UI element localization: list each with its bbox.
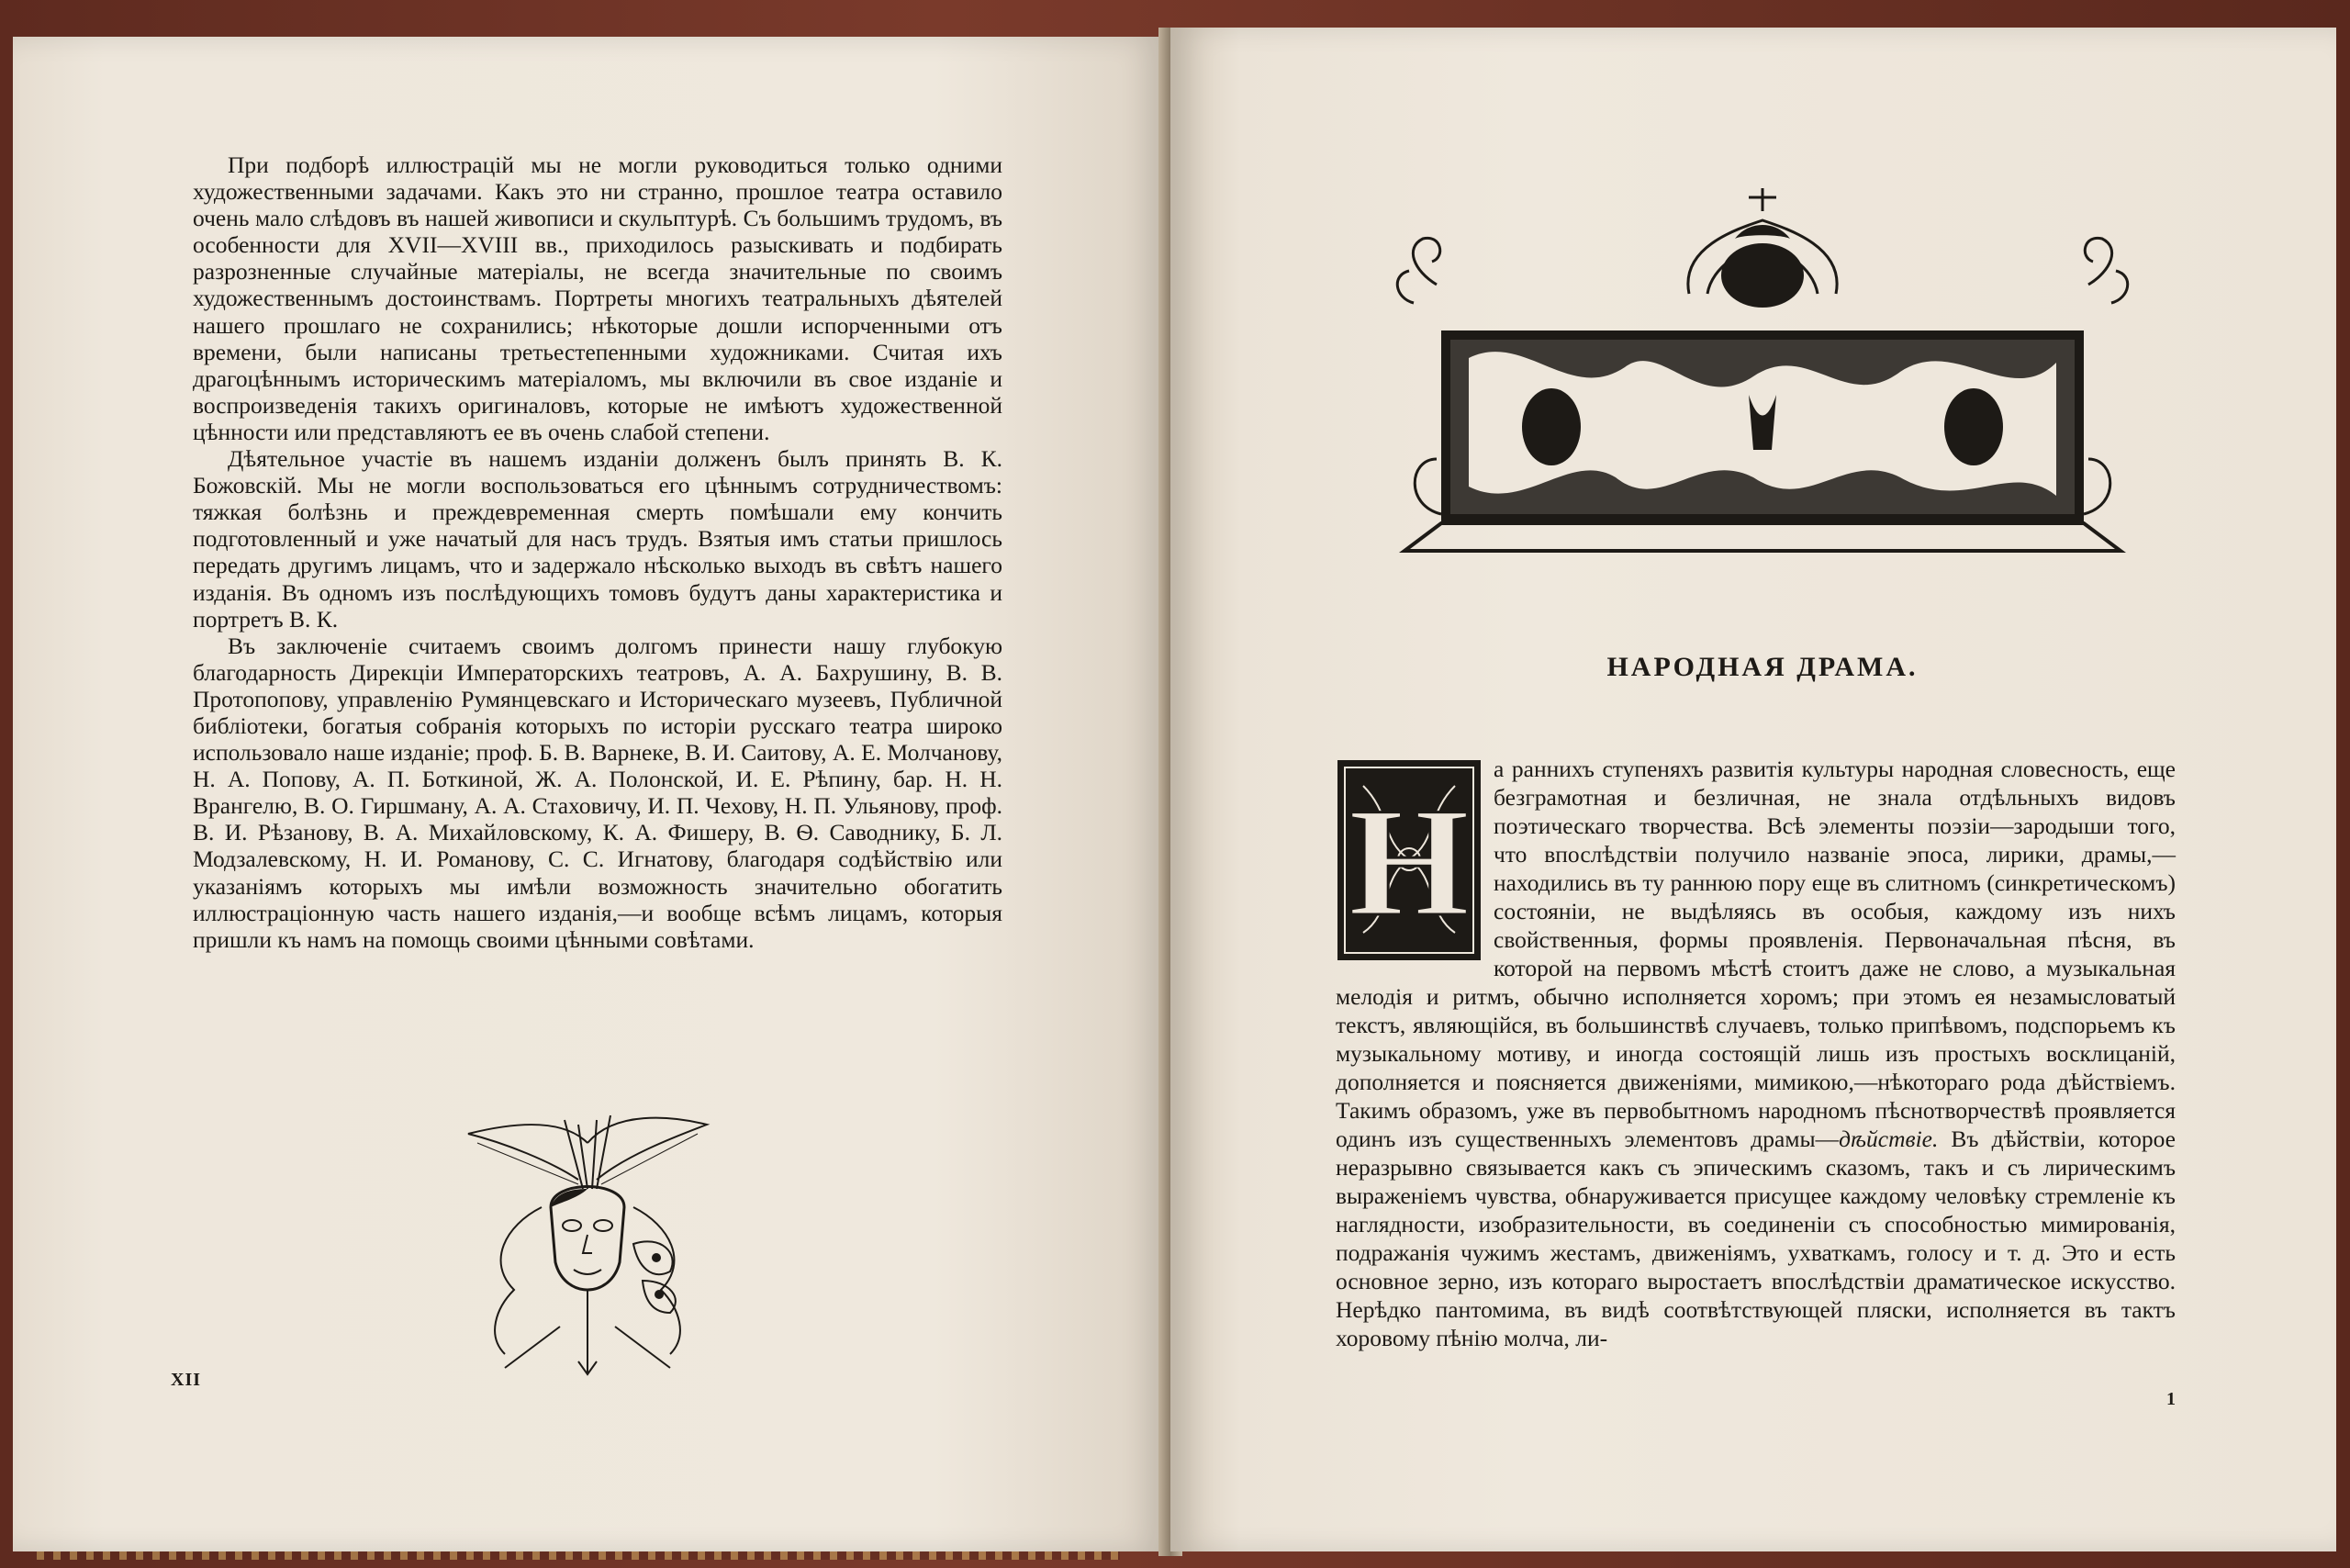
- text-run: Въ дѣйствіи, которое неразрывно связывается какъ съ эпическимъ сказомъ, такъ и съ лирическимъ выраженіемъ чувства, обнаруживается присущее каждому человѣку стремленіе къ наглядности, изобразительности, въ соединеніи съ способностью мимированія, подражанія чужимъ жестамъ, движеніямъ, ухваткамъ, голосу и т. д. Это и есть основное зерно, изъ котораго выростаетъ впослѣдствіи драматическое искусство. Нерѣдко пантомима, въ видѣ соотвѣтствующей пляски, исполняется въ тактъ хоровому пѣнію молча, ли-: [1336, 1126, 2176, 1351]
- paragraph: Въ заключеніе считаемъ своимъ долгомъ принести нашу глубокую благодарность Дирекціи Императорскихъ театровъ, А. А. Бахрушину, В. В. Протопопову, управленію Румянцевскаго и Историческаго музеевъ, Публичной библіотеки, богатыя собранія которыхъ по исторіи русскаго театра широко использовало наше изданіе; проф. Б. В. Варнеке, В. И. Саитову, А. Е. Молчанову, Н. А. Попову, А. П. Боткиной, Ж. А. Полонской, И. Е. Рѣпину, бар. Н. Н. Врангелю, В. О. Гиршману, А. А. Стаховичу, И. П. Чехову, Н. П. Ульянову, проф. В. И. Рѣзанову, В. А. Михайловскому, К. А. Фишеру, В. Ѳ. Саводнику, Б. Л. Модзалевскому, Н. И. Романову, С. С. Игнатову, благодаря содѣйствію или указаніямъ которыхъ мы имѣли возможность значительно обогатить иллюстраціонную часть нашего изданія,—и вообще всѣмъ лицамъ, которыя пришли къ намъ на помощь своими цѣнными совѣтами.: [193, 632, 1002, 953]
- left-page-text: [193, 151, 1002, 953]
- paragraph: При подборѣ иллюстрацій мы не могли руководиться только одними художественными задачами. Какъ это ни странно, прошлое театра оставило очень мало слѣдовъ въ нашей живописи и скульптурѣ. Съ большимъ трудомъ, въ особенности для XVII—XVIII вв., приходилось разыскивать и подбирать разрозненные случайные матеріалы, не всегда значительные по своимъ художественнымъ достоинствамъ. Портреты многихъ театральныхъ дѣятелей нашего прошлаго не сохранились; нѣкоторые дошли испорченными отъ времени, были написаны третьестепенными художниками. Считая ихъ драгоцѣннымъ историческимъ матеріаломъ, мы включили въ свое изданіе и воспроизведенія такихъ оригиналовъ, которые не имѣютъ художественной цѣнности или представляютъ ее въ очень слабой степени.: [193, 151, 1002, 445]
- text-run: а раннихъ ступеняхъ развитія культуры народная словесность, еще безграмотная и безличная, не знала отдѣльныхъ видовъ поэтическаго творчества. Всѣ элементы поэзіи—зародыши того, что впослѣдствіи получило названіе эпоса, лирики, драмы,—находились въ ту раннюю пору еще въ слитномъ (синкретическомъ) состояніи, не выдѣляясь въ особыя, каждому изъ нихъ свойственныя, формы проявленія. Первоначальная пѣсня, въ которой на первомъ мѣстѣ стоитъ даже не слово, а музыкальная мелодія и ритмъ, обычно исполняется хоромъ; при этомъ ея незамысловатый текстъ, являющійся, въ большинствѣ случаевъ, только припѣвомъ, подспорьемъ къ музыкальному мотиву, и иногда состоящій лишь изъ простыхъ восклицаній, дополняется и поясняется движеніями, мимикою,—нѣкотораго рода дѣйствіемъ. Такимъ образомъ, уже въ первобытномъ народномъ пѣснотворчествѣ проявляется одинъ изъ существенныхъ элементовъ драмы—: [1336, 756, 2176, 1152]
- drop-cap-letter: Н: [1348, 776, 1471, 948]
- page-number: 1: [2166, 1389, 2176, 1409]
- drop-cap-initial: [1336, 758, 1483, 962]
- emphasis-text: дѣйствіе.: [1839, 1126, 1939, 1152]
- paragraph: Дѣятельное участіе въ нашемъ изданіи долженъ былъ принять В. К. Божовскій. Мы не могли воспользоваться его цѣннымъ сотрудничествомъ: тяжкая болѣзнь и преждевременная смерть помѣшали ему кончить подготовленный и уже начатый для насъ трудъ. Взятыя имъ статьи пришлось передать другимъ лицамъ, что и задержало нѣсколько выходъ въ свѣтъ нашего изданія. Въ одномъ изъ послѣдующихъ томовъ будутъ даны характеристика и портретъ В. К.: [193, 445, 1002, 633]
- page-number: XII: [171, 1370, 202, 1390]
- chapter-title: НАРОДНАЯ ДРАМА.: [1606, 652, 1919, 682]
- theatre-mask-vignette: [450, 1106, 725, 1382]
- ornamental-headpiece: [1386, 184, 2139, 565]
